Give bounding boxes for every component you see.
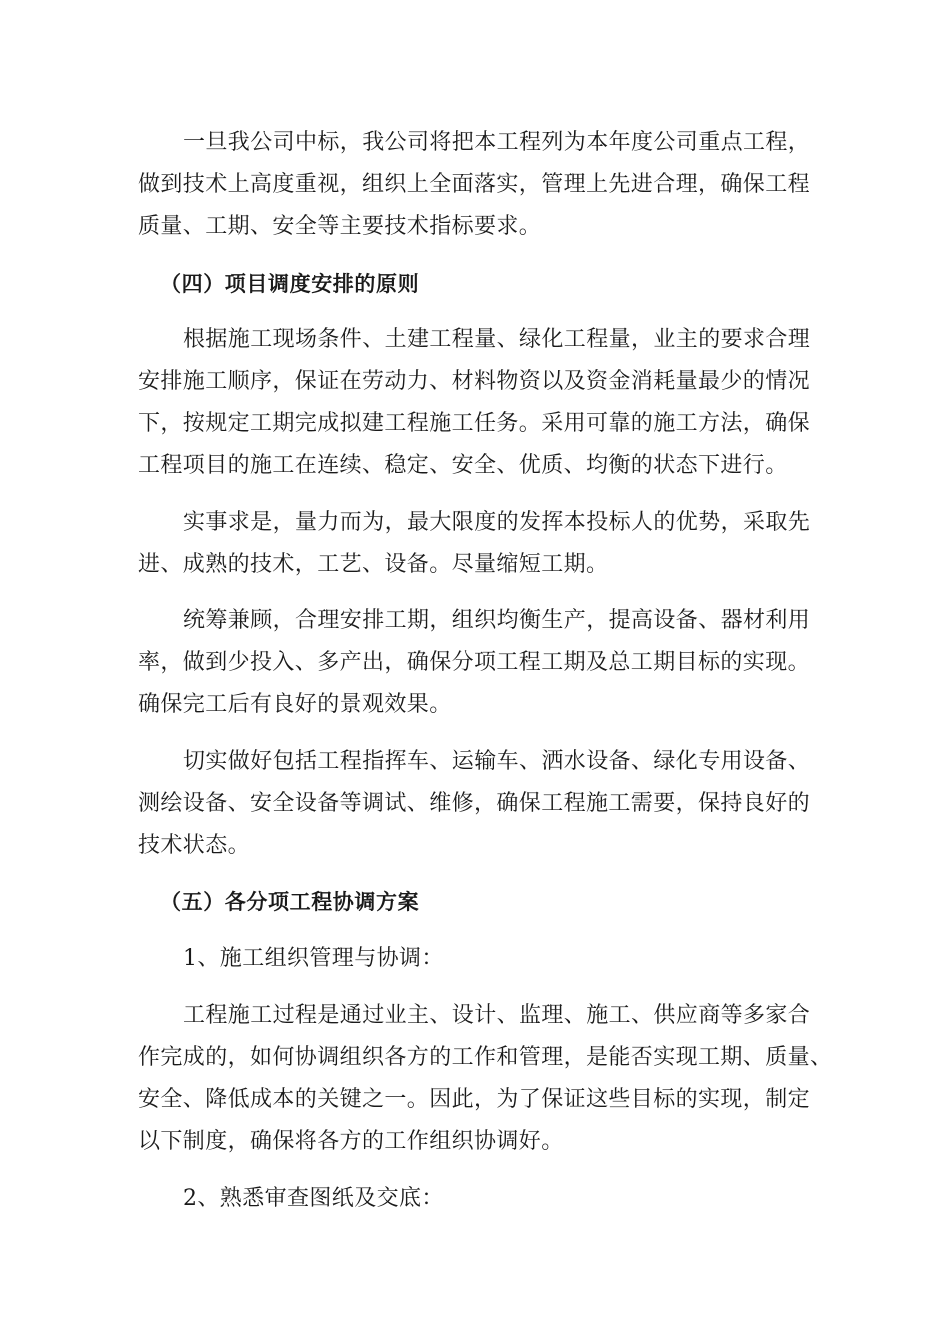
paragraph-line: 安排施工顺序，保证在劳动力、材料物资以及资金消耗量最少的情况: [138, 369, 811, 394]
paragraph-line: 测绘设备、安全设备等调试、维修，确保工程施工需要，保持良好的: [138, 791, 811, 816]
paragraph-line: 根据施工现场条件、土建工程量、绿化工程量，业主的要求合理: [183, 327, 811, 352]
paragraph-line: 技术状态。: [138, 833, 251, 858]
paragraph-line: 下，按规定工期完成拟建工程施工任务。采用可靠的施工方法，确保: [138, 411, 811, 436]
paragraph-line: 率，做到少投入、多产出，确保分项工程工期及总工期目标的实现。: [138, 650, 811, 675]
section-heading-4: （四）项目调度安排的原则: [160, 272, 420, 296]
numbered-item-1: 1、施工组织管理与协调：: [183, 946, 444, 971]
paragraph-line: 以下制度，确保将各方的工作组织协调好。: [138, 1129, 564, 1154]
paragraph-line: 统筹兼顾，合理安排工期，组织均衡生产，提高设备、器材利用: [183, 608, 811, 633]
paragraph-line: 进、成熟的技术，工艺、设备。尽量缩短工期。: [138, 552, 609, 577]
paragraph-line: 质量、工期、安全等主要技术指标要求。: [138, 214, 542, 239]
paragraph-line: 安全、降低成本的关键之一。因此，为了保证这些目标的实现，制定: [138, 1087, 811, 1112]
section-heading-5: （五）各分项工程协调方案: [160, 890, 420, 914]
numbered-item-2: 2、熟悉审查图纸及交底：: [183, 1186, 444, 1211]
paragraph-line: 实事求是，量力而为，最大限度的发挥本投标人的优势，采取先: [183, 510, 811, 535]
paragraph-line: 确保完工后有良好的景观效果。: [138, 692, 452, 717]
paragraph-line: 工程项目的施工在连续、稳定、安全、优质、均衡的状态下进行。: [138, 453, 788, 478]
paragraph-line: 作完成的，如何协调组织各方的工作和管理，是能否实现工期、质量、: [138, 1045, 833, 1070]
paragraph-line: 切实做好包括工程指挥车、运输车、洒水设备、绿化专用设备、: [183, 749, 811, 774]
paragraph-line: 工程施工过程是通过业主、设计、监理、施工、供应商等多家合: [183, 1003, 811, 1028]
paragraph-line: 一旦我公司中标，我公司将把本工程列为本年度公司重点工程，: [183, 130, 811, 155]
paragraph-line: 做到技术上高度重视，组织上全面落实，管理上先进合理，确保工程: [138, 172, 811, 197]
